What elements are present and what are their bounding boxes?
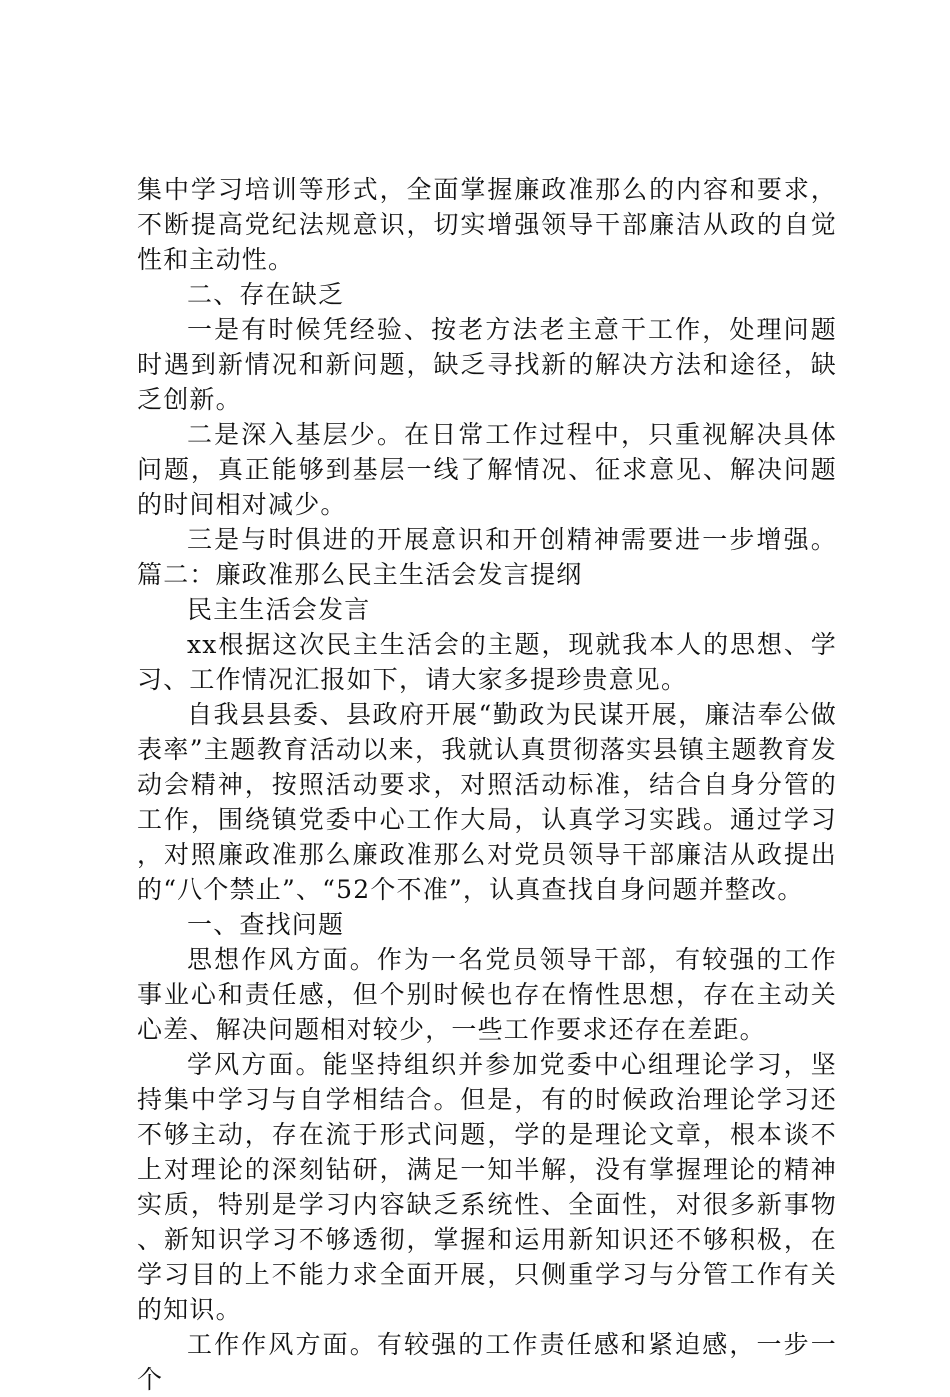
paragraph-shortcoming-3: 三是与时俱进的开展意识和开创精神需要进一步增强。篇二：廉政准那么民主生活会发言提纲 <box>137 525 837 589</box>
paragraph-study-style: 学风方面。能坚持组织并参加党委中心组理论学习，坚持集中学习与自学相结合。但是，有的时候政治理论学习还不够主动，存在流于形式问题，学的是理论文章，根本谈不上对理论的深刻钻研，满足一知半解，没有掌握理论的精神实质，特别是学习内容缺乏系统性、全面性，对很多新事物、新知识学习不够透彻，掌握和运用新知识还不够积极，在学习目的上不能力求全面开展，只侧重学习与分管工作有关的知识。 <box>137 1050 837 1324</box>
document-body <box>137 172 837 1397</box>
section-heading-problems: 一、查找问题 <box>187 910 345 939</box>
paragraph-thinking-style: 思想作风方面。作为一名党员领导干部，有较强的工作事业心和责任感，但个别时候也存在惰性思想，存在主动关心差、解决问题相对较少，一些工作要求还存在差距。 <box>137 945 837 1044</box>
paragraph-work-style: 工作作风方面。有较强的工作责任感和紧迫感，一步一个 <box>137 1330 837 1394</box>
section-heading-shortcomings: 二、存在缺乏 <box>187 280 345 309</box>
paragraph-continued-intro: 集中学习培训等形式，全面掌握廉政准那么的内容和要求，不断提高党纪法规意识，切实增强领导干部廉洁从政的自觉性和主动性。 <box>137 175 837 274</box>
paragraph-shortcoming-1: 一是有时候凭经验、按老方法老主意干工作，处理问题时遇到新情况和新问题，缺乏寻找新的解决方法和途径，缺乏创新。 <box>137 315 837 414</box>
paragraph-shortcoming-2: 二是深入基层少。在日常工作过程中，只重视解决具体问题，真正能够到基层一线了解情况、征求意见、解决问题的时间相对减少。 <box>137 420 837 519</box>
paragraph-opening: xx根据这次民主生活会的主题，现就我本人的思想、学习、工作情况汇报如下，请大家多提珍贵意见。 <box>137 630 837 694</box>
paragraph-background: 自我县县委、县政府开展“勤政为民谋开展，廉洁奉公做表率”主题教育活动以来，我就认真贯彻落实县镇主题教育发动会精神，按照活动要求，对照活动标准，结合自身分管的工作，围绕镇党委中心工作大局，认真学习实践。通过学习，对照廉政准那么廉政准那么对党员领导干部廉洁从政提出的“八个禁止”、“52个不准”，认真查找自身问题并整改。 <box>137 700 837 904</box>
speech-title: 民主生活会发言 <box>187 595 371 624</box>
